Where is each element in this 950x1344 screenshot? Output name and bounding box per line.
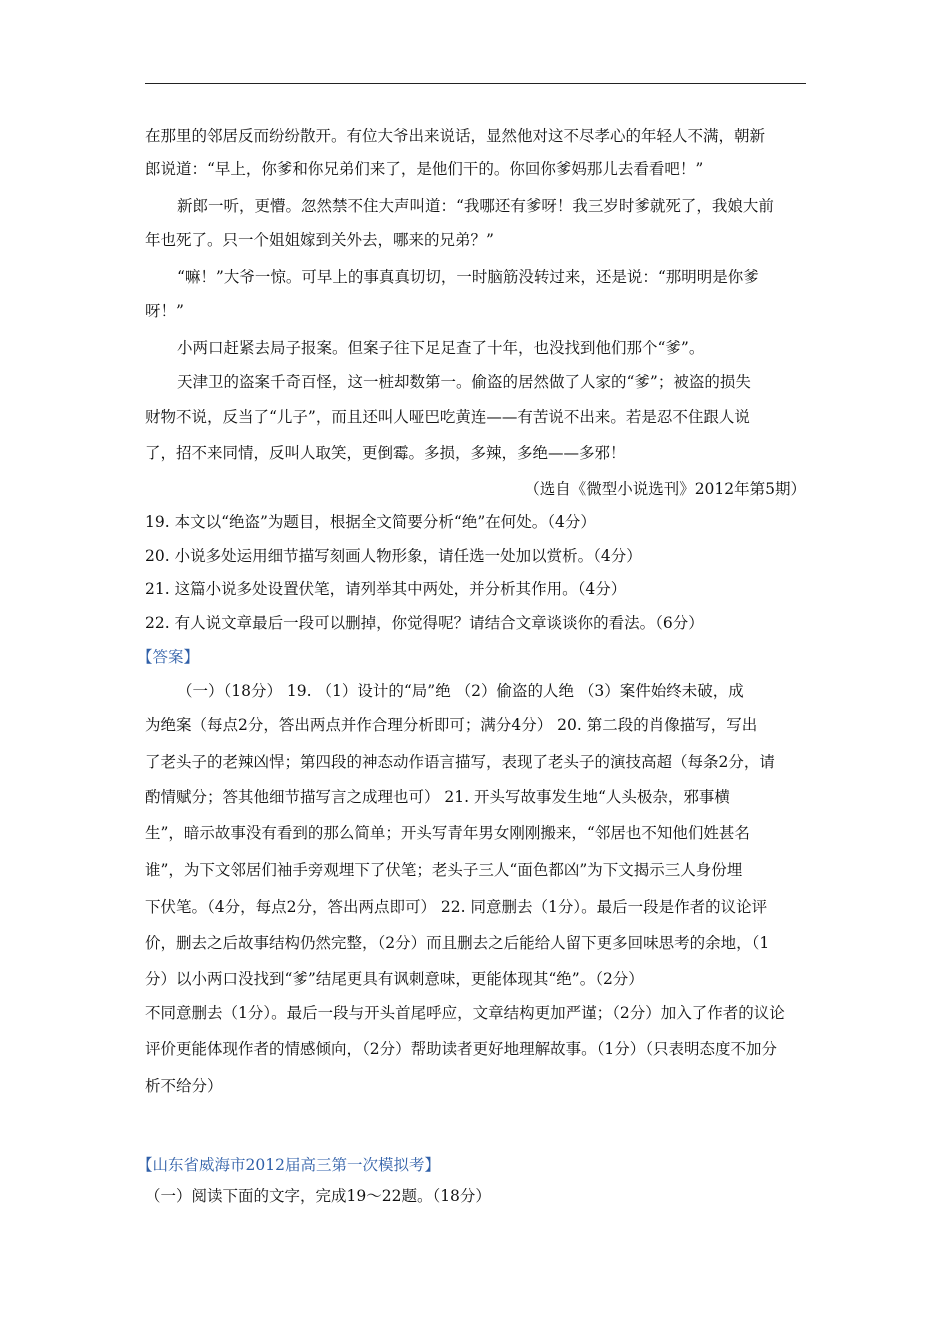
answer-line: 为绝案（每点2分，答出两点并作合理分析即可；满分4分） 20. 第二段的肖像描写，写出 [145,716,758,734]
header-rule [145,83,806,84]
passage-line: 新郎一听，更懵。忽然禁不住大声叫道：“我哪还有爹呀！我三岁时爹就死了，我娘大前 [177,197,774,215]
passage-line: 天津卫的盗案千奇百怪，这一桩却数第一。偷盗的居然做了人家的“爹”；被盗的损失 [177,373,751,391]
answer-line: 价，删去之后故事结构仍然完整，（2分）而且删去之后能给人留下更多回味思考的余地，（1 [145,934,770,952]
question-22: 22. 有人说文章最后一段可以删掉，你觉得呢？请结合文章谈谈你的看法。（6分） [145,614,704,632]
passage-line: 呀！” [145,302,184,320]
source-citation: （选自《微型小说选刊》2012年第5期） [524,480,806,498]
answer-alt-line: 不同意删去（1分）。最后一段与开头首尾呼应，文章结构更加严谨；（2分）加入了作者的议论 [145,1004,785,1022]
answer-line: 下伏笔。（4分，每点2分，答出两点即可） 22. 同意删去（1分）。最后一段是作者的议论评 [145,898,768,916]
passage-line: 郎说道：“早上，你爹和你兄弟们来了，是他们干的。你回你爹妈那儿去看看吧！” [145,160,704,178]
passage-line: 年也死了。只一个姐姐嫁到关外去，哪来的兄弟？” [145,231,494,249]
answer-alt-line: 析不给分） [145,1077,223,1095]
question-21: 21. 这篇小说多处设置伏笔，请列举其中两处，并分析其作用。（4分） [145,580,627,598]
answer-line: 生”，暗示故事没有看到的那么简单；开头写青年男女刚刚搬来，“邻居也不知他们姓甚名 [145,824,750,842]
answer-line: 酌情赋分；答其他细节描写言之成理也可） 21. 开头写故事发生地“人头极杂，邪事横 [145,788,730,806]
answer-alt-line: 评价更能体现作者的情感倾向，（2分）帮助读者更好地理解故事。（1分）（只表明态度不加分 [145,1040,777,1058]
question-19: 19. 本文以“绝盗”为题目，根据全文简要分析“绝”在何处。（4分） [145,513,596,531]
question-20: 20. 小说多处运用细节描写刻画人物形象，请任选一处加以赏析。（4分） [145,547,642,565]
answer-line: 分）以小两口没找到“爹”结尾更具有讽刺意味，更能体现其“绝”。（2分） [145,970,644,988]
next-section-intro: （一）阅读下面的文字，完成19～22题。（18分） [145,1187,491,1205]
passage-line: 财物不说，反当了“儿子”，而且还叫人哑巴吃黄连——有苦说不出来。若是忍不住跟人说 [145,408,750,426]
passage-line: “嘛！”大爷一惊。可早上的事真真切切，一时脑筋没转过来，还是说：“那明明是你爹 [177,268,759,286]
answer-line: 了老头子的老辣凶悍；第四段的神态动作语言描写，表现了老头子的演技高超（每条2分，请 [145,753,775,771]
answer-line: 谁”，为下文邻居们袖手旁观埋下了伏笔；老头子三人“面色都凶”为下文揭示三人身份埋 [145,861,743,879]
passage-line: 小两口赶紧去局子报案。但案子往下足足查了十年，也没找到他们那个“爹”。 [177,339,705,357]
answer-line: （一）（18分） 19. （1）设计的“局”绝 （2）偷盗的人绝 （3）案件始终未破，成 [177,682,744,700]
passage-line: 在那里的邻居反而纷纷散开。有位大爷出来说话，显然他对这不尽孝心的年轻人不满，朝新 [145,127,766,145]
next-section-heading: 【山东省威海市2012届高三第一次模拟考】 [137,1156,440,1174]
answer-heading: 【答案】 [137,648,200,666]
passage-line: 了，招不来同情，反叫人取笑，更倒霉。多损，多辣，多绝——多邪！ [145,444,626,462]
